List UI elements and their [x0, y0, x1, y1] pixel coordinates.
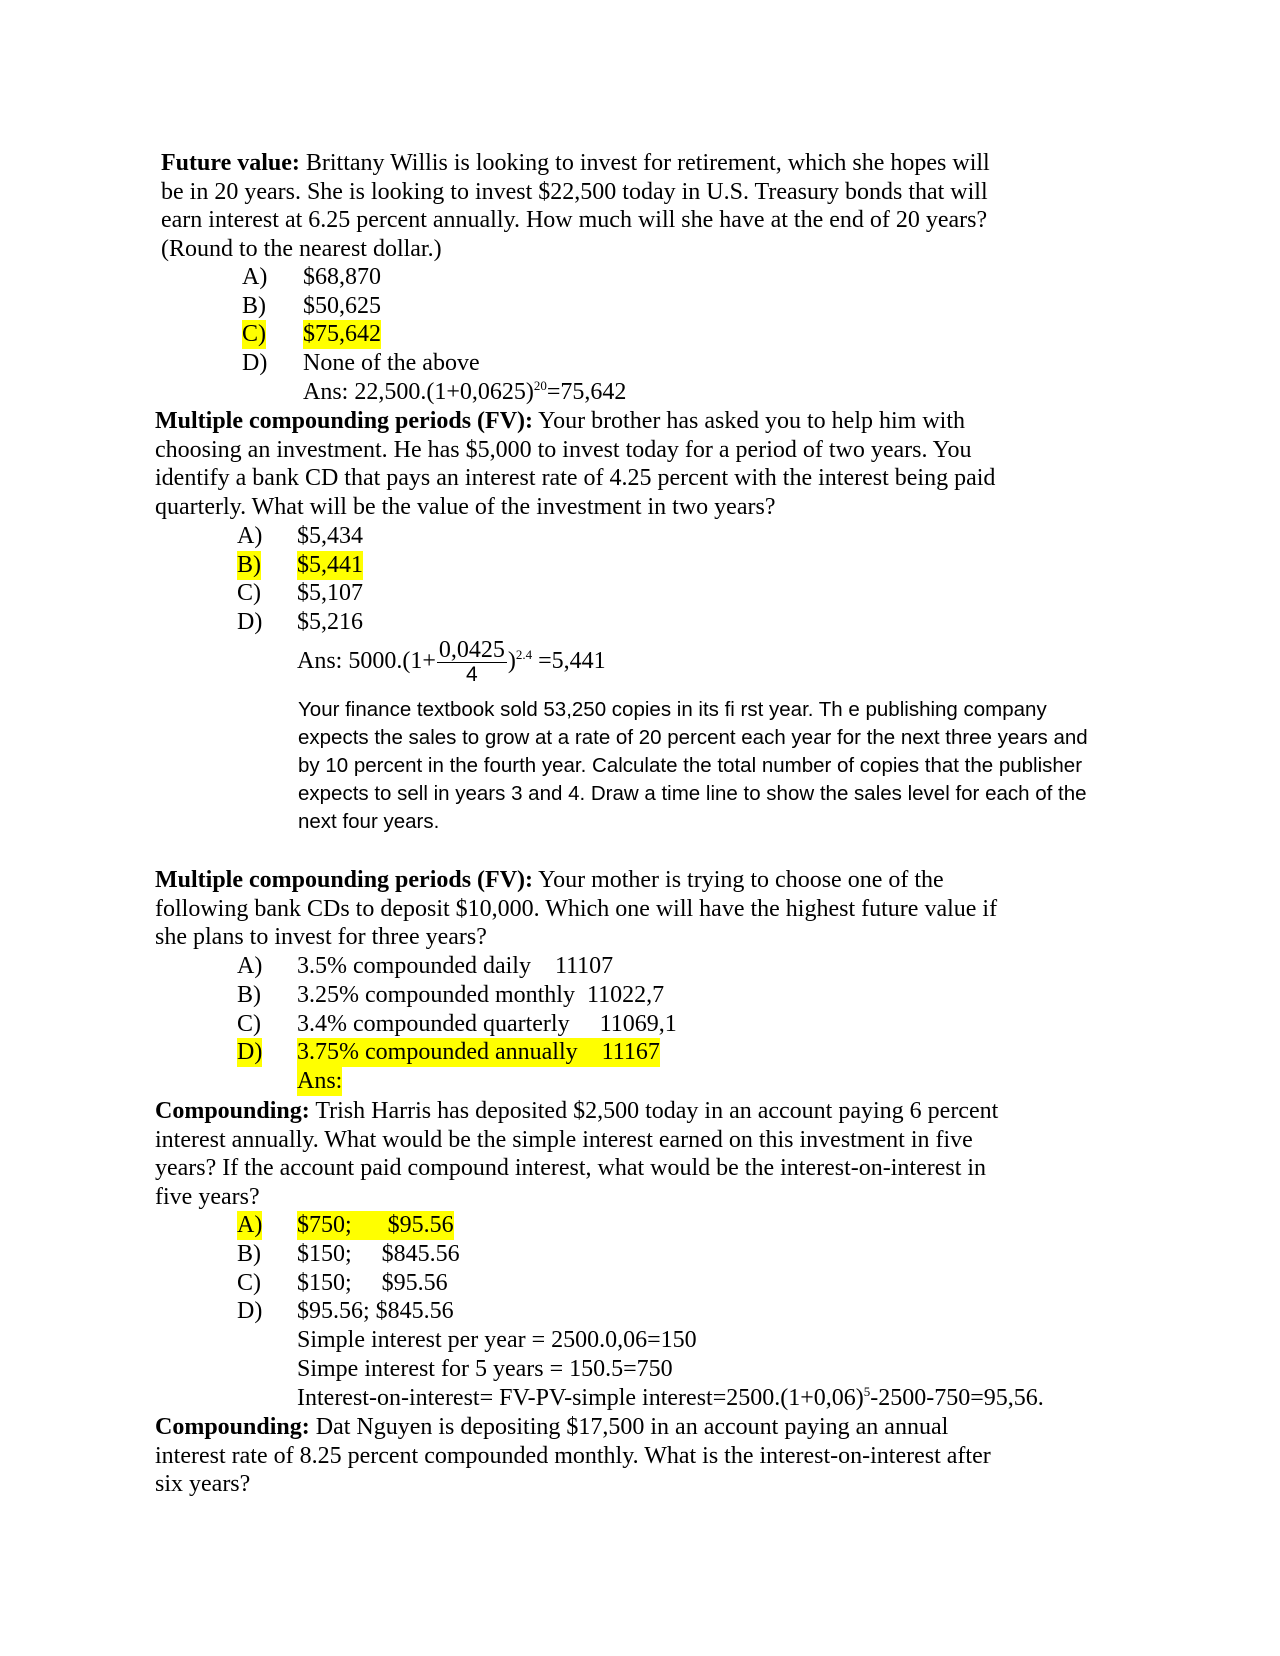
q3-option-letter-b: B): [237, 982, 261, 1008]
q2-option-text-b: $5,441: [297, 552, 363, 578]
q2-answer: [297, 638, 606, 687]
q4-option-letter-c: C): [237, 1270, 261, 1296]
q3-option-text-c: 3.4% compounded quarterly 11069,1: [297, 1011, 677, 1037]
q1-line-4: (Round to the nearest dollar.): [161, 236, 442, 262]
q2-answer-fraction: [437, 638, 507, 687]
q3-option-letter-d: D): [237, 1039, 263, 1065]
q4-option-text-b: $150; $845.56: [297, 1241, 460, 1267]
q4-answer3-post: -2500-750=95,56.: [870, 1385, 1044, 1411]
note-line-2: expects the sales to grow at a rate of 20 percent each year for the next three years and: [298, 726, 1088, 749]
q3-line-3: she plans to invest for three years?: [155, 924, 487, 950]
q5-line-3: six years?: [155, 1471, 251, 1497]
q1-option-text-a: $68,870: [303, 264, 381, 290]
q4-answer-line-2: Simpe interest for 5 years = 150.5=750: [297, 1356, 673, 1382]
q4-option-text-c: $150; $95.56: [297, 1270, 448, 1296]
q4-answer-line-1: Simple interest per year = 2500.0,06=150: [297, 1327, 697, 1353]
q2-option-letter-a: A): [237, 523, 263, 549]
q1-answer: [303, 378, 626, 407]
q4-answer3-pre: Interest-on-interest= FV-PV-simple interest=2500.(1+0,06): [297, 1385, 864, 1411]
q1-option-text-d: None of the above: [303, 350, 480, 376]
q1-option-letter-d: D): [242, 350, 268, 376]
q2-answer-post: =5,441: [532, 648, 606, 675]
q2-option-letter-b: B): [237, 552, 261, 578]
note-line-5: next four years.: [298, 810, 440, 833]
q3-option-letter-a: A): [237, 953, 263, 979]
q2-answer-pre: Ans: 5000.(1+: [297, 648, 436, 675]
q2-answer-denominator: 4: [466, 663, 478, 686]
q2-title: Multiple compounding periods (FV):: [155, 408, 534, 434]
q4-option-letter-d: D): [237, 1298, 263, 1324]
q4-text-1: Trish Harris has deposited $2,500 today in an account paying 6 percent: [315, 1098, 999, 1124]
q3-line-2: following bank CDs to deposit $10,000. Which one will have the highest future value if: [155, 896, 998, 922]
q1-option-letter-b: B): [242, 293, 266, 319]
q3-option-text-b: 3.25% compounded monthly 11022,7: [297, 982, 665, 1008]
q1-option-text-c: $75,642: [303, 321, 381, 347]
q1-answer-post: =75,642: [546, 379, 627, 405]
q1-answer-exp: 20: [533, 378, 547, 393]
q2-line-1: [155, 407, 965, 436]
q4-line-4: five years?: [155, 1184, 260, 1210]
q1-option-text-b: $50,625: [303, 293, 381, 319]
q3-option-text-d: 3.75% compounded annually 11167: [297, 1039, 660, 1065]
q2-text-1: Your brother has asked you to help him with: [538, 408, 965, 434]
q5-title: Compounding:: [155, 1414, 310, 1440]
q1-line-1: [161, 149, 990, 178]
q1-text-1: Brittany Willis is looking to invest for retirement, which she hopes will: [305, 150, 990, 176]
q1-answer-pre: Ans: 22,500.(1+0,0625): [303, 379, 534, 405]
q5-text-1: Dat Nguyen is depositing $17,500 in an account paying an annual: [315, 1414, 949, 1440]
q4-answer3-exp: 5: [863, 1384, 871, 1399]
note-line-1: Your finance textbook sold 53,250 copies in its fi rst year. Th e publishing company: [298, 698, 1047, 721]
q1-line-3: earn interest at 6.25 percent annually. How much will she have at the end of 20 years?: [161, 207, 988, 233]
q2-line-4: quarterly. What will be the value of the investment in two years?: [155, 494, 776, 520]
q2-option-text-a: $5,434: [297, 523, 363, 549]
q5-line-2: interest rate of 8.25 percent compounded monthly. What is the interest-on-interest after: [155, 1443, 991, 1469]
q2-option-text-d: $5,216: [297, 609, 363, 635]
q3-text-1: Your mother is trying to choose one of the: [538, 867, 944, 893]
note-line-3: by 10 percent in the fourth year. Calculate the total number of copies that the publisher: [298, 754, 1083, 777]
q4-option-letter-a: A): [237, 1212, 263, 1238]
q4-answer-line-3: [297, 1384, 1044, 1413]
q5-line-1: [155, 1413, 948, 1442]
q2-line-2: choosing an investment. He has $5,000 to invest today for a period of two years. You: [155, 437, 972, 463]
q3-option-text-a: 3.5% compounded daily 11107: [297, 953, 614, 979]
q1-option-letter-c: C): [242, 321, 266, 347]
note-line-4: expects to sell in years 3 and 4. Draw a time line to show the sales level for each of the: [298, 782, 1087, 805]
q4-option-letter-b: B): [237, 1241, 261, 1267]
q1-option-letter-a: A): [242, 264, 268, 290]
q3-title: Multiple compounding periods (FV):: [155, 867, 534, 893]
q3-option-letter-c: C): [237, 1011, 261, 1037]
q2-option-letter-c: C): [237, 580, 261, 606]
q4-line-1: [155, 1097, 998, 1126]
q2-option-letter-d: D): [237, 609, 263, 635]
q3-answer: Ans:: [297, 1068, 343, 1094]
q2-line-3: identify a bank CD that pays an interest rate of 4.25 percent with the interest being paid: [155, 465, 996, 491]
q4-option-text-a: $750; $95.56: [297, 1212, 454, 1238]
q1-title: Future value:: [161, 150, 300, 176]
q3-line-1: [155, 866, 944, 895]
q2-answer-exp: 2.4: [515, 647, 533, 663]
q4-line-3: years? If the account paid compound interest, what would be the interest-on-interest in: [155, 1155, 987, 1181]
q1-line-2: be in 20 years. She is looking to invest $22,500 today in U.S. Treasury bonds that will: [161, 179, 988, 205]
q4-line-2: interest annually. What would be the simple interest earned on this investment in five: [155, 1127, 973, 1153]
q4-title: Compounding:: [155, 1098, 310, 1124]
q4-option-text-d: $95.56; $845.56: [297, 1298, 454, 1324]
q2-option-text-c: $5,107: [297, 580, 363, 606]
q2-answer-numerator: 0,0425: [438, 637, 505, 663]
q2-answer-paren: ): [507, 648, 516, 675]
